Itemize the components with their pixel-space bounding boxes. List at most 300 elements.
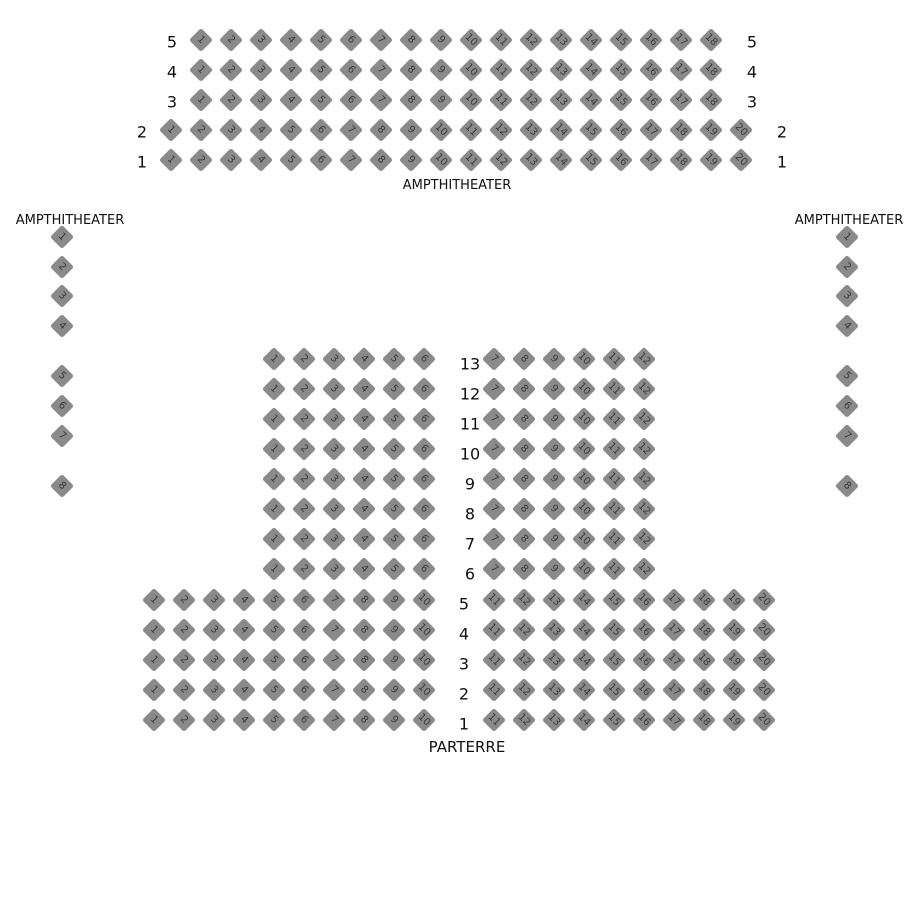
- amph-right-seat-7[interactable]: [835, 424, 859, 448]
- parterre-r5-seat-13[interactable]: [542, 588, 566, 612]
- parterre-r8-seat-2[interactable]: [292, 497, 316, 521]
- amph-top-r4-seat-17[interactable]: [669, 58, 693, 82]
- parterre-r1-seat-10[interactable]: [412, 708, 436, 732]
- amph-top-r5-seat-18[interactable]: [699, 28, 723, 52]
- parterre-r1-seat-9[interactable]: [382, 708, 406, 732]
- parterre-r10-seat-9[interactable]: [542, 437, 566, 461]
- amph-top-r2-seat-7[interactable]: [339, 118, 363, 142]
- parterre-r2-seat-2[interactable]: [172, 678, 196, 702]
- parterre-r8-seat-1[interactable]: [262, 497, 286, 521]
- amph-top-r3-seat-11[interactable]: [489, 88, 513, 112]
- amph-top-r5-seat-5[interactable]: [309, 28, 333, 52]
- parterre-r2-seat-1[interactable]: [142, 678, 166, 702]
- parterre-r12-seat-11[interactable]: [602, 377, 626, 401]
- amph-left-seat-6[interactable]: [50, 394, 74, 418]
- parterre-r2-seat-19[interactable]: [722, 678, 746, 702]
- parterre-r10-seat-6[interactable]: [412, 437, 436, 461]
- parterre-r6-seat-2[interactable]: [292, 557, 316, 581]
- parterre-r1-seat-6[interactable]: [292, 708, 316, 732]
- parterre-r3-seat-8[interactable]: [352, 648, 376, 672]
- amph-top-r2-seat-4[interactable]: [249, 118, 273, 142]
- parterre-r8-seat-3[interactable]: [322, 497, 346, 521]
- amph-top-r3-seat-6[interactable]: [339, 88, 363, 112]
- parterre-r2-seat-15[interactable]: [602, 678, 626, 702]
- parterre-r4-seat-4[interactable]: [232, 618, 256, 642]
- parterre-r4-seat-7[interactable]: [322, 618, 346, 642]
- amph-top-r1-seat-17[interactable]: [639, 148, 663, 172]
- amph-top-r4-seat-13[interactable]: [549, 58, 573, 82]
- amph-right-seat-2[interactable]: [835, 255, 859, 279]
- parterre-r5-seat-19[interactable]: [722, 588, 746, 612]
- amph-top-r1-seat-6[interactable]: [309, 148, 333, 172]
- parterre-r9-seat-2[interactable]: [292, 467, 316, 491]
- amph-left-seat-5[interactable]: [50, 364, 74, 388]
- parterre-r9-seat-6[interactable]: [412, 467, 436, 491]
- amph-top-r1-seat-7[interactable]: [339, 148, 363, 172]
- parterre-r10-seat-7[interactable]: [482, 437, 506, 461]
- amph-top-r2-seat-3[interactable]: [219, 118, 243, 142]
- parterre-r6-seat-3[interactable]: [322, 557, 346, 581]
- amph-top-r1-seat-10[interactable]: [429, 148, 453, 172]
- amph-top-r3-seat-17[interactable]: [669, 88, 693, 112]
- amph-top-r1-seat-12[interactable]: [489, 148, 513, 172]
- parterre-r5-seat-14[interactable]: [572, 588, 596, 612]
- parterre-r1-seat-5[interactable]: [262, 708, 286, 732]
- parterre-r12-seat-1[interactable]: [262, 377, 286, 401]
- parterre-r6-seat-8[interactable]: [512, 557, 536, 581]
- parterre-r8-seat-6[interactable]: [412, 497, 436, 521]
- parterre-r13-seat-10[interactable]: [572, 347, 596, 371]
- amph-top-r1-seat-4[interactable]: [249, 148, 273, 172]
- parterre-r6-seat-6[interactable]: [412, 557, 436, 581]
- parterre-r13-seat-12[interactable]: [632, 347, 656, 371]
- parterre-r2-seat-8[interactable]: [352, 678, 376, 702]
- parterre-r11-seat-3[interactable]: [322, 407, 346, 431]
- parterre-r6-seat-11[interactable]: [602, 557, 626, 581]
- amph-top-r5-seat-1[interactable]: [189, 28, 213, 52]
- amph-top-r4-seat-7[interactable]: [369, 58, 393, 82]
- amph-top-r4-seat-6[interactable]: [339, 58, 363, 82]
- amph-top-r1-seat-16[interactable]: [609, 148, 633, 172]
- amph-top-r5-seat-12[interactable]: [519, 28, 543, 52]
- parterre-r2-seat-14[interactable]: [572, 678, 596, 702]
- amph-right-seat-8[interactable]: [835, 474, 859, 498]
- parterre-r8-seat-10[interactable]: [572, 497, 596, 521]
- parterre-r7-seat-4[interactable]: [352, 527, 376, 551]
- amph-right-seat-4[interactable]: [835, 314, 859, 338]
- parterre-r2-seat-7[interactable]: [322, 678, 346, 702]
- parterre-r8-seat-9[interactable]: [542, 497, 566, 521]
- parterre-r3-seat-19[interactable]: [722, 648, 746, 672]
- parterre-r4-seat-8[interactable]: [352, 618, 376, 642]
- parterre-r9-seat-11[interactable]: [602, 467, 626, 491]
- parterre-r13-seat-2[interactable]: [292, 347, 316, 371]
- parterre-r2-seat-3[interactable]: [202, 678, 226, 702]
- amph-top-r2-seat-2[interactable]: [189, 118, 213, 142]
- amph-top-r1-seat-14[interactable]: [549, 148, 573, 172]
- amph-top-r5-seat-9[interactable]: [429, 28, 453, 52]
- parterre-r4-seat-1[interactable]: [142, 618, 166, 642]
- parterre-r1-seat-11[interactable]: [482, 708, 506, 732]
- parterre-r4-seat-13[interactable]: [542, 618, 566, 642]
- amph-top-r5-seat-16[interactable]: [639, 28, 663, 52]
- parterre-r2-seat-4[interactable]: [232, 678, 256, 702]
- parterre-r10-seat-1[interactable]: [262, 437, 286, 461]
- parterre-r5-seat-12[interactable]: [512, 588, 536, 612]
- parterre-r1-seat-16[interactable]: [632, 708, 656, 732]
- amph-top-r3-seat-15[interactable]: [609, 88, 633, 112]
- parterre-r2-seat-17[interactable]: [662, 678, 686, 702]
- amph-top-r4-seat-12[interactable]: [519, 58, 543, 82]
- parterre-r9-seat-5[interactable]: [382, 467, 406, 491]
- amph-top-r5-seat-8[interactable]: [399, 28, 423, 52]
- parterre-r1-seat-13[interactable]: [542, 708, 566, 732]
- parterre-r4-seat-5[interactable]: [262, 618, 286, 642]
- parterre-r5-seat-20[interactable]: [752, 588, 776, 612]
- parterre-r9-seat-4[interactable]: [352, 467, 376, 491]
- amph-top-r4-seat-2[interactable]: [219, 58, 243, 82]
- parterre-r13-seat-5[interactable]: [382, 347, 406, 371]
- parterre-r1-seat-14[interactable]: [572, 708, 596, 732]
- parterre-r5-seat-11[interactable]: [482, 588, 506, 612]
- amph-top-r3-seat-3[interactable]: [249, 88, 273, 112]
- parterre-r10-seat-4[interactable]: [352, 437, 376, 461]
- parterre-r1-seat-15[interactable]: [602, 708, 626, 732]
- parterre-r1-seat-17[interactable]: [662, 708, 686, 732]
- amph-top-r2-seat-16[interactable]: [609, 118, 633, 142]
- parterre-r6-seat-12[interactable]: [632, 557, 656, 581]
- amph-right-seat-6[interactable]: [835, 394, 859, 418]
- amph-top-r3-seat-13[interactable]: [549, 88, 573, 112]
- parterre-r5-seat-7[interactable]: [322, 588, 346, 612]
- amph-top-r1-seat-11[interactable]: [459, 148, 483, 172]
- parterre-r6-seat-9[interactable]: [542, 557, 566, 581]
- amph-top-r2-seat-9[interactable]: [399, 118, 423, 142]
- parterre-r12-seat-10[interactable]: [572, 377, 596, 401]
- parterre-r3-seat-13[interactable]: [542, 648, 566, 672]
- parterre-r13-seat-4[interactable]: [352, 347, 376, 371]
- parterre-r13-seat-7[interactable]: [482, 347, 506, 371]
- amph-top-r1-seat-9[interactable]: [399, 148, 423, 172]
- parterre-r2-seat-16[interactable]: [632, 678, 656, 702]
- parterre-r12-seat-12[interactable]: [632, 377, 656, 401]
- amph-top-r5-seat-14[interactable]: [579, 28, 603, 52]
- parterre-r9-seat-12[interactable]: [632, 467, 656, 491]
- amph-top-r5-seat-7[interactable]: [369, 28, 393, 52]
- parterre-r1-seat-3[interactable]: [202, 708, 226, 732]
- parterre-r13-seat-6[interactable]: [412, 347, 436, 371]
- amph-top-r4-seat-5[interactable]: [309, 58, 333, 82]
- amph-top-r4-seat-3[interactable]: [249, 58, 273, 82]
- parterre-r7-seat-7[interactable]: [482, 527, 506, 551]
- parterre-r8-seat-7[interactable]: [482, 497, 506, 521]
- parterre-r7-seat-10[interactable]: [572, 527, 596, 551]
- parterre-r5-seat-2[interactable]: [172, 588, 196, 612]
- amph-right-seat-5[interactable]: [835, 364, 859, 388]
- amph-top-r3-seat-4[interactable]: [279, 88, 303, 112]
- parterre-r7-seat-8[interactable]: [512, 527, 536, 551]
- parterre-r10-seat-2[interactable]: [292, 437, 316, 461]
- parterre-r5-seat-18[interactable]: [692, 588, 716, 612]
- parterre-r5-seat-5[interactable]: [262, 588, 286, 612]
- parterre-r10-seat-8[interactable]: [512, 437, 536, 461]
- parterre-r5-seat-9[interactable]: [382, 588, 406, 612]
- amph-top-r2-seat-18[interactable]: [669, 118, 693, 142]
- parterre-r8-seat-5[interactable]: [382, 497, 406, 521]
- amph-left-seat-3[interactable]: [50, 284, 74, 308]
- parterre-r10-seat-11[interactable]: [602, 437, 626, 461]
- amph-left-seat-4[interactable]: [50, 314, 74, 338]
- parterre-r6-seat-1[interactable]: [262, 557, 286, 581]
- amph-top-r4-seat-16[interactable]: [639, 58, 663, 82]
- parterre-r5-seat-4[interactable]: [232, 588, 256, 612]
- parterre-r2-seat-11[interactable]: [482, 678, 506, 702]
- parterre-r11-seat-4[interactable]: [352, 407, 376, 431]
- amph-top-r2-seat-19[interactable]: [699, 118, 723, 142]
- parterre-r5-seat-16[interactable]: [632, 588, 656, 612]
- amph-top-r2-seat-14[interactable]: [549, 118, 573, 142]
- parterre-r11-seat-12[interactable]: [632, 407, 656, 431]
- parterre-r1-seat-7[interactable]: [322, 708, 346, 732]
- parterre-r2-seat-6[interactable]: [292, 678, 316, 702]
- amph-top-r2-seat-5[interactable]: [279, 118, 303, 142]
- amph-top-r1-seat-5[interactable]: [279, 148, 303, 172]
- parterre-r1-seat-4[interactable]: [232, 708, 256, 732]
- parterre-r4-seat-12[interactable]: [512, 618, 536, 642]
- parterre-r1-seat-1[interactable]: [142, 708, 166, 732]
- amph-top-r1-seat-15[interactable]: [579, 148, 603, 172]
- parterre-r3-seat-10[interactable]: [412, 648, 436, 672]
- parterre-r5-seat-15[interactable]: [602, 588, 626, 612]
- amph-top-r3-seat-8[interactable]: [399, 88, 423, 112]
- parterre-r2-seat-5[interactable]: [262, 678, 286, 702]
- amph-top-r3-seat-16[interactable]: [639, 88, 663, 112]
- amph-top-r5-seat-2[interactable]: [219, 28, 243, 52]
- parterre-r5-seat-10[interactable]: [412, 588, 436, 612]
- parterre-r10-seat-12[interactable]: [632, 437, 656, 461]
- parterre-r1-seat-18[interactable]: [692, 708, 716, 732]
- parterre-r9-seat-9[interactable]: [542, 467, 566, 491]
- parterre-r4-seat-18[interactable]: [692, 618, 716, 642]
- parterre-r5-seat-8[interactable]: [352, 588, 376, 612]
- parterre-r10-seat-5[interactable]: [382, 437, 406, 461]
- parterre-r3-seat-1[interactable]: [142, 648, 166, 672]
- parterre-r8-seat-8[interactable]: [512, 497, 536, 521]
- parterre-r4-seat-3[interactable]: [202, 618, 226, 642]
- parterre-r4-seat-15[interactable]: [602, 618, 626, 642]
- amph-top-r2-seat-17[interactable]: [639, 118, 663, 142]
- parterre-r3-seat-3[interactable]: [202, 648, 226, 672]
- parterre-r2-seat-12[interactable]: [512, 678, 536, 702]
- parterre-r12-seat-9[interactable]: [542, 377, 566, 401]
- parterre-r3-seat-20[interactable]: [752, 648, 776, 672]
- amph-top-r3-seat-14[interactable]: [579, 88, 603, 112]
- parterre-r8-seat-11[interactable]: [602, 497, 626, 521]
- parterre-r10-seat-3[interactable]: [322, 437, 346, 461]
- amph-top-r4-seat-8[interactable]: [399, 58, 423, 82]
- amph-top-r1-seat-1[interactable]: [159, 148, 183, 172]
- parterre-r7-seat-6[interactable]: [412, 527, 436, 551]
- parterre-r4-seat-14[interactable]: [572, 618, 596, 642]
- amph-right-seat-3[interactable]: [835, 284, 859, 308]
- amph-top-r5-seat-3[interactable]: [249, 28, 273, 52]
- parterre-r2-seat-9[interactable]: [382, 678, 406, 702]
- parterre-r4-seat-17[interactable]: [662, 618, 686, 642]
- parterre-r4-seat-10[interactable]: [412, 618, 436, 642]
- parterre-r4-seat-11[interactable]: [482, 618, 506, 642]
- amph-top-r4-seat-18[interactable]: [699, 58, 723, 82]
- parterre-r7-seat-1[interactable]: [262, 527, 286, 551]
- amph-top-r5-seat-13[interactable]: [549, 28, 573, 52]
- parterre-r7-seat-12[interactable]: [632, 527, 656, 551]
- parterre-r11-seat-6[interactable]: [412, 407, 436, 431]
- parterre-r5-seat-3[interactable]: [202, 588, 226, 612]
- parterre-r4-seat-6[interactable]: [292, 618, 316, 642]
- amph-top-r2-seat-11[interactable]: [459, 118, 483, 142]
- parterre-r7-seat-9[interactable]: [542, 527, 566, 551]
- parterre-r1-seat-8[interactable]: [352, 708, 376, 732]
- parterre-r7-seat-2[interactable]: [292, 527, 316, 551]
- amph-top-r3-seat-7[interactable]: [369, 88, 393, 112]
- amph-top-r1-seat-13[interactable]: [519, 148, 543, 172]
- parterre-r4-seat-20[interactable]: [752, 618, 776, 642]
- amph-top-r5-seat-10[interactable]: [459, 28, 483, 52]
- parterre-r9-seat-8[interactable]: [512, 467, 536, 491]
- parterre-r3-seat-7[interactable]: [322, 648, 346, 672]
- parterre-r3-seat-17[interactable]: [662, 648, 686, 672]
- parterre-r2-seat-18[interactable]: [692, 678, 716, 702]
- amph-top-r2-seat-15[interactable]: [579, 118, 603, 142]
- amph-top-r3-seat-1[interactable]: [189, 88, 213, 112]
- parterre-r13-seat-8[interactable]: [512, 347, 536, 371]
- amph-left-seat-1[interactable]: [50, 225, 74, 249]
- parterre-r13-seat-1[interactable]: [262, 347, 286, 371]
- parterre-r1-seat-12[interactable]: [512, 708, 536, 732]
- amph-top-r1-seat-2[interactable]: [189, 148, 213, 172]
- amph-top-r3-seat-9[interactable]: [429, 88, 453, 112]
- parterre-r13-seat-3[interactable]: [322, 347, 346, 371]
- parterre-r3-seat-4[interactable]: [232, 648, 256, 672]
- parterre-r3-seat-15[interactable]: [602, 648, 626, 672]
- amph-right-seat-1[interactable]: [835, 225, 859, 249]
- amph-top-r2-seat-13[interactable]: [519, 118, 543, 142]
- parterre-r3-seat-12[interactable]: [512, 648, 536, 672]
- amph-top-r5-seat-15[interactable]: [609, 28, 633, 52]
- amph-top-r1-seat-8[interactable]: [369, 148, 393, 172]
- amph-top-r4-seat-11[interactable]: [489, 58, 513, 82]
- amph-left-seat-8[interactable]: [50, 474, 74, 498]
- parterre-r11-seat-8[interactable]: [512, 407, 536, 431]
- parterre-r4-seat-16[interactable]: [632, 618, 656, 642]
- parterre-r3-seat-6[interactable]: [292, 648, 316, 672]
- parterre-r11-seat-7[interactable]: [482, 407, 506, 431]
- amph-top-r3-seat-12[interactable]: [519, 88, 543, 112]
- parterre-r9-seat-10[interactable]: [572, 467, 596, 491]
- amph-top-r4-seat-14[interactable]: [579, 58, 603, 82]
- amph-top-r4-seat-9[interactable]: [429, 58, 453, 82]
- parterre-r1-seat-19[interactable]: [722, 708, 746, 732]
- parterre-r11-seat-5[interactable]: [382, 407, 406, 431]
- parterre-r7-seat-5[interactable]: [382, 527, 406, 551]
- parterre-r11-seat-1[interactable]: [262, 407, 286, 431]
- parterre-r2-seat-13[interactable]: [542, 678, 566, 702]
- parterre-r2-seat-10[interactable]: [412, 678, 436, 702]
- parterre-r10-seat-10[interactable]: [572, 437, 596, 461]
- parterre-r11-seat-10[interactable]: [572, 407, 596, 431]
- amph-top-r4-seat-1[interactable]: [189, 58, 213, 82]
- amph-top-r5-seat-4[interactable]: [279, 28, 303, 52]
- amph-top-r1-seat-3[interactable]: [219, 148, 243, 172]
- amph-top-r1-seat-19[interactable]: [699, 148, 723, 172]
- parterre-r12-seat-5[interactable]: [382, 377, 406, 401]
- amph-top-r4-seat-4[interactable]: [279, 58, 303, 82]
- amph-top-r5-seat-17[interactable]: [669, 28, 693, 52]
- amph-top-r2-seat-12[interactable]: [489, 118, 513, 142]
- parterre-r3-seat-5[interactable]: [262, 648, 286, 672]
- parterre-r12-seat-3[interactable]: [322, 377, 346, 401]
- parterre-r3-seat-16[interactable]: [632, 648, 656, 672]
- parterre-r4-seat-19[interactable]: [722, 618, 746, 642]
- parterre-r4-seat-2[interactable]: [172, 618, 196, 642]
- parterre-r13-seat-9[interactable]: [542, 347, 566, 371]
- amph-top-r1-seat-18[interactable]: [669, 148, 693, 172]
- parterre-r12-seat-2[interactable]: [292, 377, 316, 401]
- parterre-r8-seat-12[interactable]: [632, 497, 656, 521]
- amph-top-r2-seat-6[interactable]: [309, 118, 333, 142]
- parterre-r7-seat-3[interactable]: [322, 527, 346, 551]
- parterre-r12-seat-4[interactable]: [352, 377, 376, 401]
- parterre-r6-seat-7[interactable]: [482, 557, 506, 581]
- parterre-r2-seat-20[interactable]: [752, 678, 776, 702]
- parterre-r9-seat-7[interactable]: [482, 467, 506, 491]
- amph-top-r3-seat-10[interactable]: [459, 88, 483, 112]
- amph-top-r2-seat-10[interactable]: [429, 118, 453, 142]
- amph-left-seat-7[interactable]: [50, 424, 74, 448]
- parterre-r5-seat-1[interactable]: [142, 588, 166, 612]
- amph-top-r3-seat-18[interactable]: [699, 88, 723, 112]
- parterre-r7-seat-11[interactable]: [602, 527, 626, 551]
- amph-top-r5-seat-11[interactable]: [489, 28, 513, 52]
- parterre-r12-seat-7[interactable]: [482, 377, 506, 401]
- parterre-r12-seat-6[interactable]: [412, 377, 436, 401]
- parterre-r8-seat-4[interactable]: [352, 497, 376, 521]
- amph-top-r4-seat-10[interactable]: [459, 58, 483, 82]
- parterre-r5-seat-6[interactable]: [292, 588, 316, 612]
- parterre-r3-seat-14[interactable]: [572, 648, 596, 672]
- parterre-r6-seat-4[interactable]: [352, 557, 376, 581]
- parterre-r6-seat-5[interactable]: [382, 557, 406, 581]
- amph-top-r3-seat-2[interactable]: [219, 88, 243, 112]
- parterre-r11-seat-2[interactable]: [292, 407, 316, 431]
- parterre-r12-seat-8[interactable]: [512, 377, 536, 401]
- parterre-r5-seat-17[interactable]: [662, 588, 686, 612]
- parterre-r1-seat-20[interactable]: [752, 708, 776, 732]
- amph-top-r2-seat-20[interactable]: [729, 118, 753, 142]
- amph-left-seat-2[interactable]: [50, 255, 74, 279]
- amph-top-r4-seat-15[interactable]: [609, 58, 633, 82]
- parterre-r9-seat-1[interactable]: [262, 467, 286, 491]
- parterre-r1-seat-2[interactable]: [172, 708, 196, 732]
- amph-top-r3-seat-5[interactable]: [309, 88, 333, 112]
- parterre-r3-seat-11[interactable]: [482, 648, 506, 672]
- amph-top-r2-seat-1[interactable]: [159, 118, 183, 142]
- amph-top-r5-seat-6[interactable]: [339, 28, 363, 52]
- amph-top-r2-seat-8[interactable]: [369, 118, 393, 142]
- parterre-r9-seat-3[interactable]: [322, 467, 346, 491]
- amph-top-r1-seat-20[interactable]: [729, 148, 753, 172]
- parterre-r11-seat-11[interactable]: [602, 407, 626, 431]
- parterre-r13-seat-11[interactable]: [602, 347, 626, 371]
